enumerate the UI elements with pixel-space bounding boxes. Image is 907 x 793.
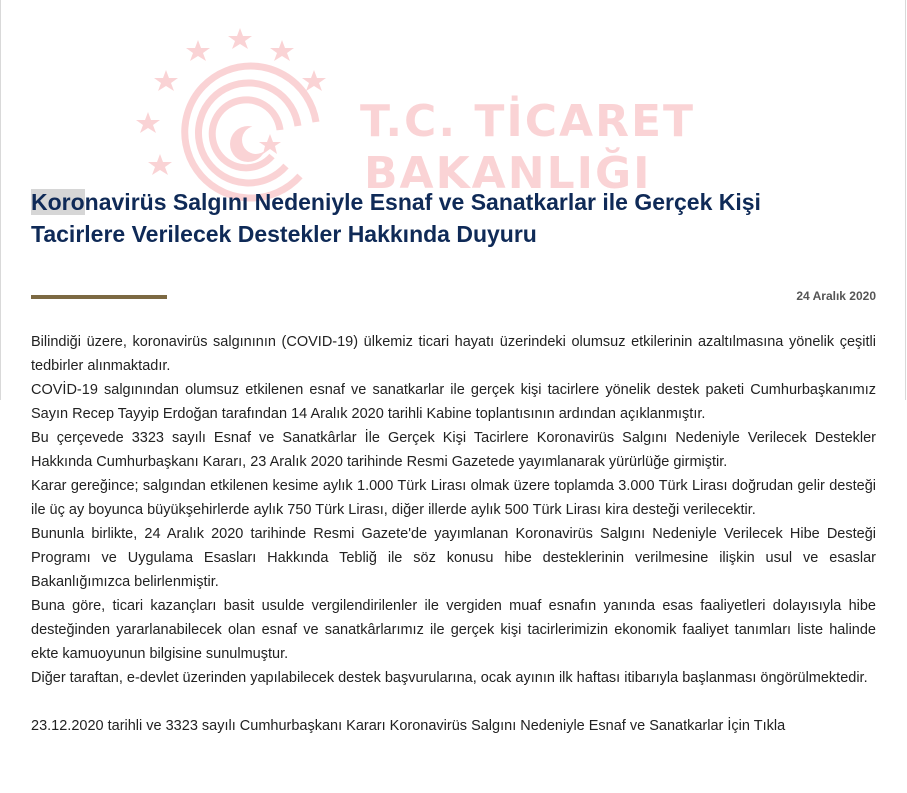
paragraph-5: Bununla birlikte, 24 Aralık 2020 tarihinde Resmi Gazete'de yayımlanan Koronavirüs Salgını Nedeniyle Verilecek Hibe Desteği Programı ve Uygulama Esasları Hakkında Tebliğ ile söz konusu hibe desteklerinin verilmesine ilişkin usul ve esaslar Bakanlığımızca belirlenmiştir.: [31, 526, 876, 590]
crescent-star-emblem-icon: [120, 26, 360, 206]
paragraph-8: [31, 714, 876, 738]
paragraph-3: Bu çerçevede 3323 sayılı Esnaf ve Sanatkârlar İle Gerçek Kişi Tacirlere Koronavirüs Salgını Nedeniyle Verilecek Destekler Hakkında Cumhurbaşkanı Kararı, 23 Aralık 2020 tarihinde Resmi Gazetede yayımlanarak yürürlüğe girmiştir.: [31, 430, 876, 470]
ministry-logo-watermark: [120, 26, 696, 206]
article-date: 24 Aralık 2020: [796, 289, 876, 303]
paragraph-8-text: 23.12.2020 tarihli ve 3323 sayılı Cumhurbaşkanı Kararı Koronavirüs Salgını Nedeniyle Esnaf ve Sanatkarlar İçin Tıkla: [31, 718, 786, 734]
watermark-org-name-line2: BAKANLIĞI: [364, 148, 652, 199]
title-divider: [31, 295, 167, 299]
title-highlighted-text: Koro: [31, 189, 85, 215]
paragraph-6: Buna göre, ticari kazançları basit usulde vergilendirilenler ile vergiden muaf esnafın yanında esas faaliyetleri dolayısıyla hibe desteğinden yararlanabilecek olan esnaf ve sanatkârlarımız ile gerçek kişi tacirlerimizin ekonomik faaliyet tanımları liste halinde ekte kamuoyunun bilgisine sunulmuştur.: [31, 598, 876, 662]
page-border-left: [0, 0, 1, 400]
title-text: navirüs Salgını Nedeniyle Esnaf ve Sanatkarlar ile Gerçek Kişi Tacirlere Verilecek Destekler Hakkında Duyuru: [31, 189, 761, 247]
watermark-org-name-line1: T.C. TİCARET: [360, 96, 696, 147]
paragraph-7: Diğer taraftan, e-devlet üzerinden yapılabilecek destek başvurularına, ocak ayının ilk haftası itibarıyla başlanması öngörülmektedir.: [31, 670, 868, 686]
paragraph-1: Bilindiği üzere, koronavirüs salgınının (COVID-19) ülkemiz ticari hayatı üzerindeki olumsuz etkilerinin azaltılmasına yönelik çeşitli tedbirler alınmaktadır.: [31, 334, 876, 374]
article-body: [31, 330, 876, 738]
article-title: [31, 186, 831, 250]
paragraph-4: Karar gereğince; salgından etkilenen kesime aylık 1.000 Türk Lirası olmak üzere toplamda 3.000 Türk Lirası doğrudan gelir desteği ile üç ay boyunca büyükşehirlerde aylık 750 Türk Lirası, diğer illerde aylık 500 Türk Lirası kira desteği verilecektir.: [31, 478, 876, 518]
paragraph-2: COVİD-19 salgınından olumsuz etkilenen esnaf ve sanatkarlar ile gerçek kişi tacirlere yönelik destek paketi Cumhurbaşkanımız Sayın Recep Tayyip Erdoğan tarafından 14 Aralık 2020 tarihli Kabine toplantısının ardından açıklanmıştır.: [31, 382, 876, 422]
page-border-right: [905, 0, 906, 400]
